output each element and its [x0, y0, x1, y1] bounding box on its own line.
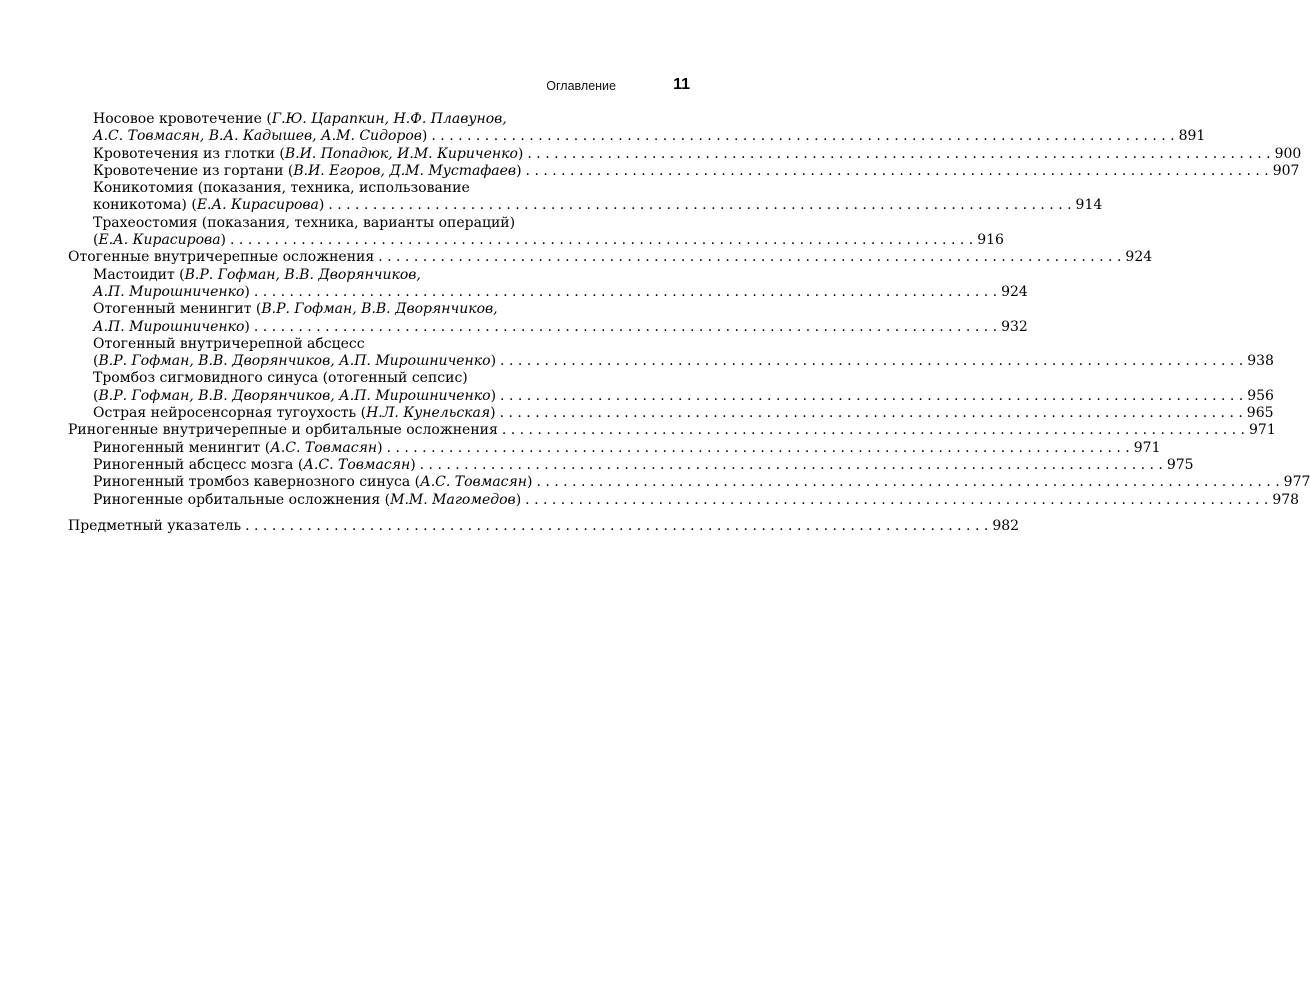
- toc-entry: [68, 456, 1194, 474]
- toc-page-number: 900: [1274, 145, 1302, 162]
- toc-entry: [68, 474, 1310, 491]
- toc-title-text: Тромбоз сигмовидного синуса (отогенный сепсис): [93, 370, 468, 387]
- dot-leader: [378, 249, 1121, 266]
- toc-entry-line: [93, 370, 690, 387]
- toc-entry-line: [93, 180, 690, 197]
- dot-leader: [230, 232, 973, 249]
- toc-page-number: 975: [1166, 456, 1194, 473]
- toc-authors: В.И. Попадюк, И.М. Кириченко: [284, 145, 518, 162]
- dot-leader: [500, 388, 1243, 405]
- toc-title-text: ): [490, 405, 496, 422]
- toc-entry-line: [93, 318, 1028, 336]
- toc-entry-title: [93, 474, 532, 491]
- toc-entry: [68, 491, 1300, 509]
- toc-authors: В.И. Егоров, Д.М. Мустафаев: [293, 162, 517, 179]
- toc-entry-title: [93, 232, 226, 249]
- toc-entry-title: [93, 319, 250, 336]
- toc-authors: Е.А. Кирасирова: [196, 197, 319, 214]
- dot-leader: [502, 422, 1245, 439]
- toc-authors: А.П. Мирошниченко: [93, 283, 245, 300]
- toc-entry: [68, 370, 1274, 405]
- toc-entry-line: [93, 456, 1194, 474]
- toc-title-text: Отогенные внутричерепные осложнения: [68, 249, 375, 266]
- toc-title-text: Отогенный внутричерепной абсцесс: [93, 335, 365, 352]
- toc-title-text: Носовое кровотечение (: [93, 111, 272, 127]
- toc-entry-line: [93, 197, 1103, 214]
- toc-entry-line: [93, 474, 1310, 491]
- toc-page-number: 924: [1001, 283, 1028, 300]
- toc-page-number: 978: [1272, 491, 1300, 508]
- toc-title-text: коникотома) (: [93, 197, 197, 214]
- toc-entry: [68, 301, 1028, 336]
- toc-authors: В.Р. Гофман, В.В. Дворянчиков, А.П. Мирошниченко: [98, 353, 491, 370]
- toc-title-text: (: [93, 387, 99, 404]
- dot-leader: [420, 457, 1163, 474]
- dot-leader: [254, 284, 997, 301]
- toc-page-number: 971: [1133, 439, 1161, 456]
- toc-title-text: ): [490, 387, 497, 404]
- toc-entry-title: [93, 405, 496, 422]
- toc-entry-line: [93, 232, 1004, 249]
- toc-entry: [68, 266, 1028, 302]
- dot-leader: [254, 319, 997, 336]
- toc-authors: В.Р. Гофман, В.В. Дворянчиков,: [261, 301, 498, 318]
- toc-title-text: ): [490, 353, 497, 370]
- toc-entry-title: [93, 492, 521, 509]
- toc-entry-title: [93, 197, 324, 214]
- toc-title-text: Риногенные орбитальные осложнения (: [93, 491, 391, 508]
- dot-leader: [328, 197, 1071, 214]
- toc-page-number: 891: [1178, 128, 1206, 145]
- toc-entry: [68, 517, 1020, 535]
- toc-page-number: 982: [992, 517, 1020, 534]
- toc-entry-title: [93, 353, 496, 370]
- toc-entry: [68, 422, 1276, 439]
- toc-title-text: Риногенный менингит (: [93, 439, 271, 456]
- toc-title-text: Предметный указатель: [68, 517, 242, 534]
- toc-authors: М.М. Магомедов: [390, 491, 516, 508]
- toc-authors: А.С. Товмасян: [270, 439, 378, 456]
- toc-page-number: 971: [1249, 422, 1276, 439]
- dot-leader: [526, 163, 1269, 180]
- toc-title-text: ): [516, 162, 522, 179]
- toc-authors: А.С. Товмасян: [420, 474, 527, 491]
- toc-page-number: 956: [1247, 387, 1274, 404]
- running-head: [68, 76, 690, 96]
- dot-leader: [500, 353, 1243, 370]
- toc-title-text: ): [421, 128, 428, 145]
- toc-entry-line: [93, 439, 1161, 457]
- toc-entry-title: [93, 128, 427, 145]
- toc-entry-line: [68, 422, 1276, 439]
- toc-title-text: (: [93, 232, 99, 249]
- toc-entry: [68, 145, 1302, 163]
- toc-entry-line: [93, 145, 1302, 163]
- toc-page-number: 965: [1246, 405, 1274, 422]
- table-of-contents: [68, 111, 1310, 535]
- toc-entry-title: [93, 440, 383, 457]
- toc-entry-title: [93, 163, 522, 180]
- toc-entry-title: [68, 422, 498, 439]
- toc-entry-title: [93, 388, 496, 405]
- toc-entry: [68, 335, 1274, 371]
- toc-entry: [68, 439, 1161, 457]
- toc-entry-title: [68, 518, 241, 535]
- dot-leader: [387, 440, 1130, 457]
- toc-page-number: 924: [1125, 249, 1153, 266]
- dot-leader: [536, 474, 1279, 491]
- toc-title-text: Острая нейросенсорная тугоухость (: [93, 405, 367, 422]
- toc-title-text: ): [527, 474, 533, 491]
- toc-entry-line: [68, 517, 1020, 535]
- toc-entry-line: [93, 405, 1274, 422]
- toc-title-text: ): [244, 318, 250, 335]
- toc-page-number: 914: [1075, 197, 1103, 214]
- toc-entry-line: [93, 162, 1300, 180]
- toc-entry-line: [68, 249, 1153, 266]
- toc-entry-line: [93, 111, 690, 128]
- toc-title-text: Риногенный абсцесс мозга (: [93, 456, 304, 473]
- toc-entry-line: [93, 301, 690, 318]
- toc-authors: В.Р. Гофман, В.В. Дворянчиков,: [184, 266, 421, 283]
- toc-title-text: ): [515, 491, 522, 508]
- toc-title-text: Коникотомия (показания, техника, использование: [93, 180, 470, 197]
- toc-title-text: ): [410, 456, 416, 473]
- toc-entry-line: [93, 283, 1028, 301]
- toc-entry-title: [93, 146, 523, 163]
- toc-entry: [68, 111, 1206, 146]
- toc-title-text: Трахеостомия (показания, техника, варианты операций): [93, 214, 516, 231]
- dot-leader: [500, 405, 1243, 422]
- toc-authors: Г.Ю. Царапкин, Н.Ф. Плавунов,: [271, 111, 507, 127]
- dot-leader: [525, 492, 1268, 509]
- toc-authors: Н.Л. Кунельская: [366, 405, 491, 422]
- toc-entry: [68, 214, 1004, 250]
- toc-authors: А.П. Мирошниченко: [93, 318, 245, 335]
- dot-leader: [527, 146, 1270, 163]
- toc-title-text: ): [377, 439, 383, 456]
- page-number: 11: [673, 76, 690, 93]
- running-head-title: Оглавление: [546, 79, 616, 93]
- toc-entry-line: [93, 267, 690, 284]
- toc-entry-line: [93, 387, 1274, 405]
- toc-authors: В.Р. Гофман, В.В. Дворянчиков, А.П. Мирошниченко: [98, 387, 491, 404]
- dot-leader: [245, 518, 988, 535]
- toc-title-text: Риногенный тромбоз кавернозного синуса (: [93, 474, 421, 491]
- toc-page-number: 916: [977, 232, 1004, 249]
- toc-title-text: Риногенные внутричерепные и орбитальные осложнения: [68, 422, 498, 439]
- toc-entry-line: [93, 491, 1300, 509]
- toc-page-number: 907: [1272, 162, 1300, 179]
- toc-title-text: Мастоидит (: [93, 266, 185, 283]
- toc-title-text: ): [318, 197, 325, 214]
- toc-entry-line: [93, 128, 1206, 145]
- dot-leader: [431, 128, 1174, 145]
- toc-authors: Е.А. Кирасирова: [98, 232, 221, 249]
- toc-title-text: ): [244, 283, 250, 300]
- toc-page-number: 977: [1283, 474, 1310, 491]
- toc-page-number: 932: [1001, 318, 1028, 335]
- toc-entry-title: [93, 284, 250, 301]
- toc-entry-title: [93, 457, 416, 474]
- toc-title-text: Кровотечения из глотки (: [93, 145, 285, 162]
- toc-entry-title: [68, 249, 374, 266]
- toc-authors: А.С. Товмасян: [303, 456, 411, 473]
- toc-page-number: 938: [1247, 353, 1274, 370]
- toc-title-text: Кровотечение из гортани (: [93, 162, 294, 179]
- toc-entry: [68, 162, 1300, 180]
- toc-authors: А.С. Товмасян, В.А. Кадышев, А.М. Сидоров: [93, 128, 422, 145]
- toc-entry-line: [93, 215, 690, 232]
- toc-title-text: (: [93, 353, 99, 370]
- toc-entry: [68, 405, 1274, 422]
- toc-title-text: ): [220, 232, 227, 249]
- toc-entry: [68, 180, 1103, 215]
- toc-title-text: ): [517, 145, 524, 162]
- toc-entry-line: [93, 336, 690, 353]
- toc-title-text: Отогенный менингит (: [93, 301, 262, 318]
- toc-entry: [68, 249, 1153, 266]
- toc-entry-line: [93, 353, 1274, 370]
